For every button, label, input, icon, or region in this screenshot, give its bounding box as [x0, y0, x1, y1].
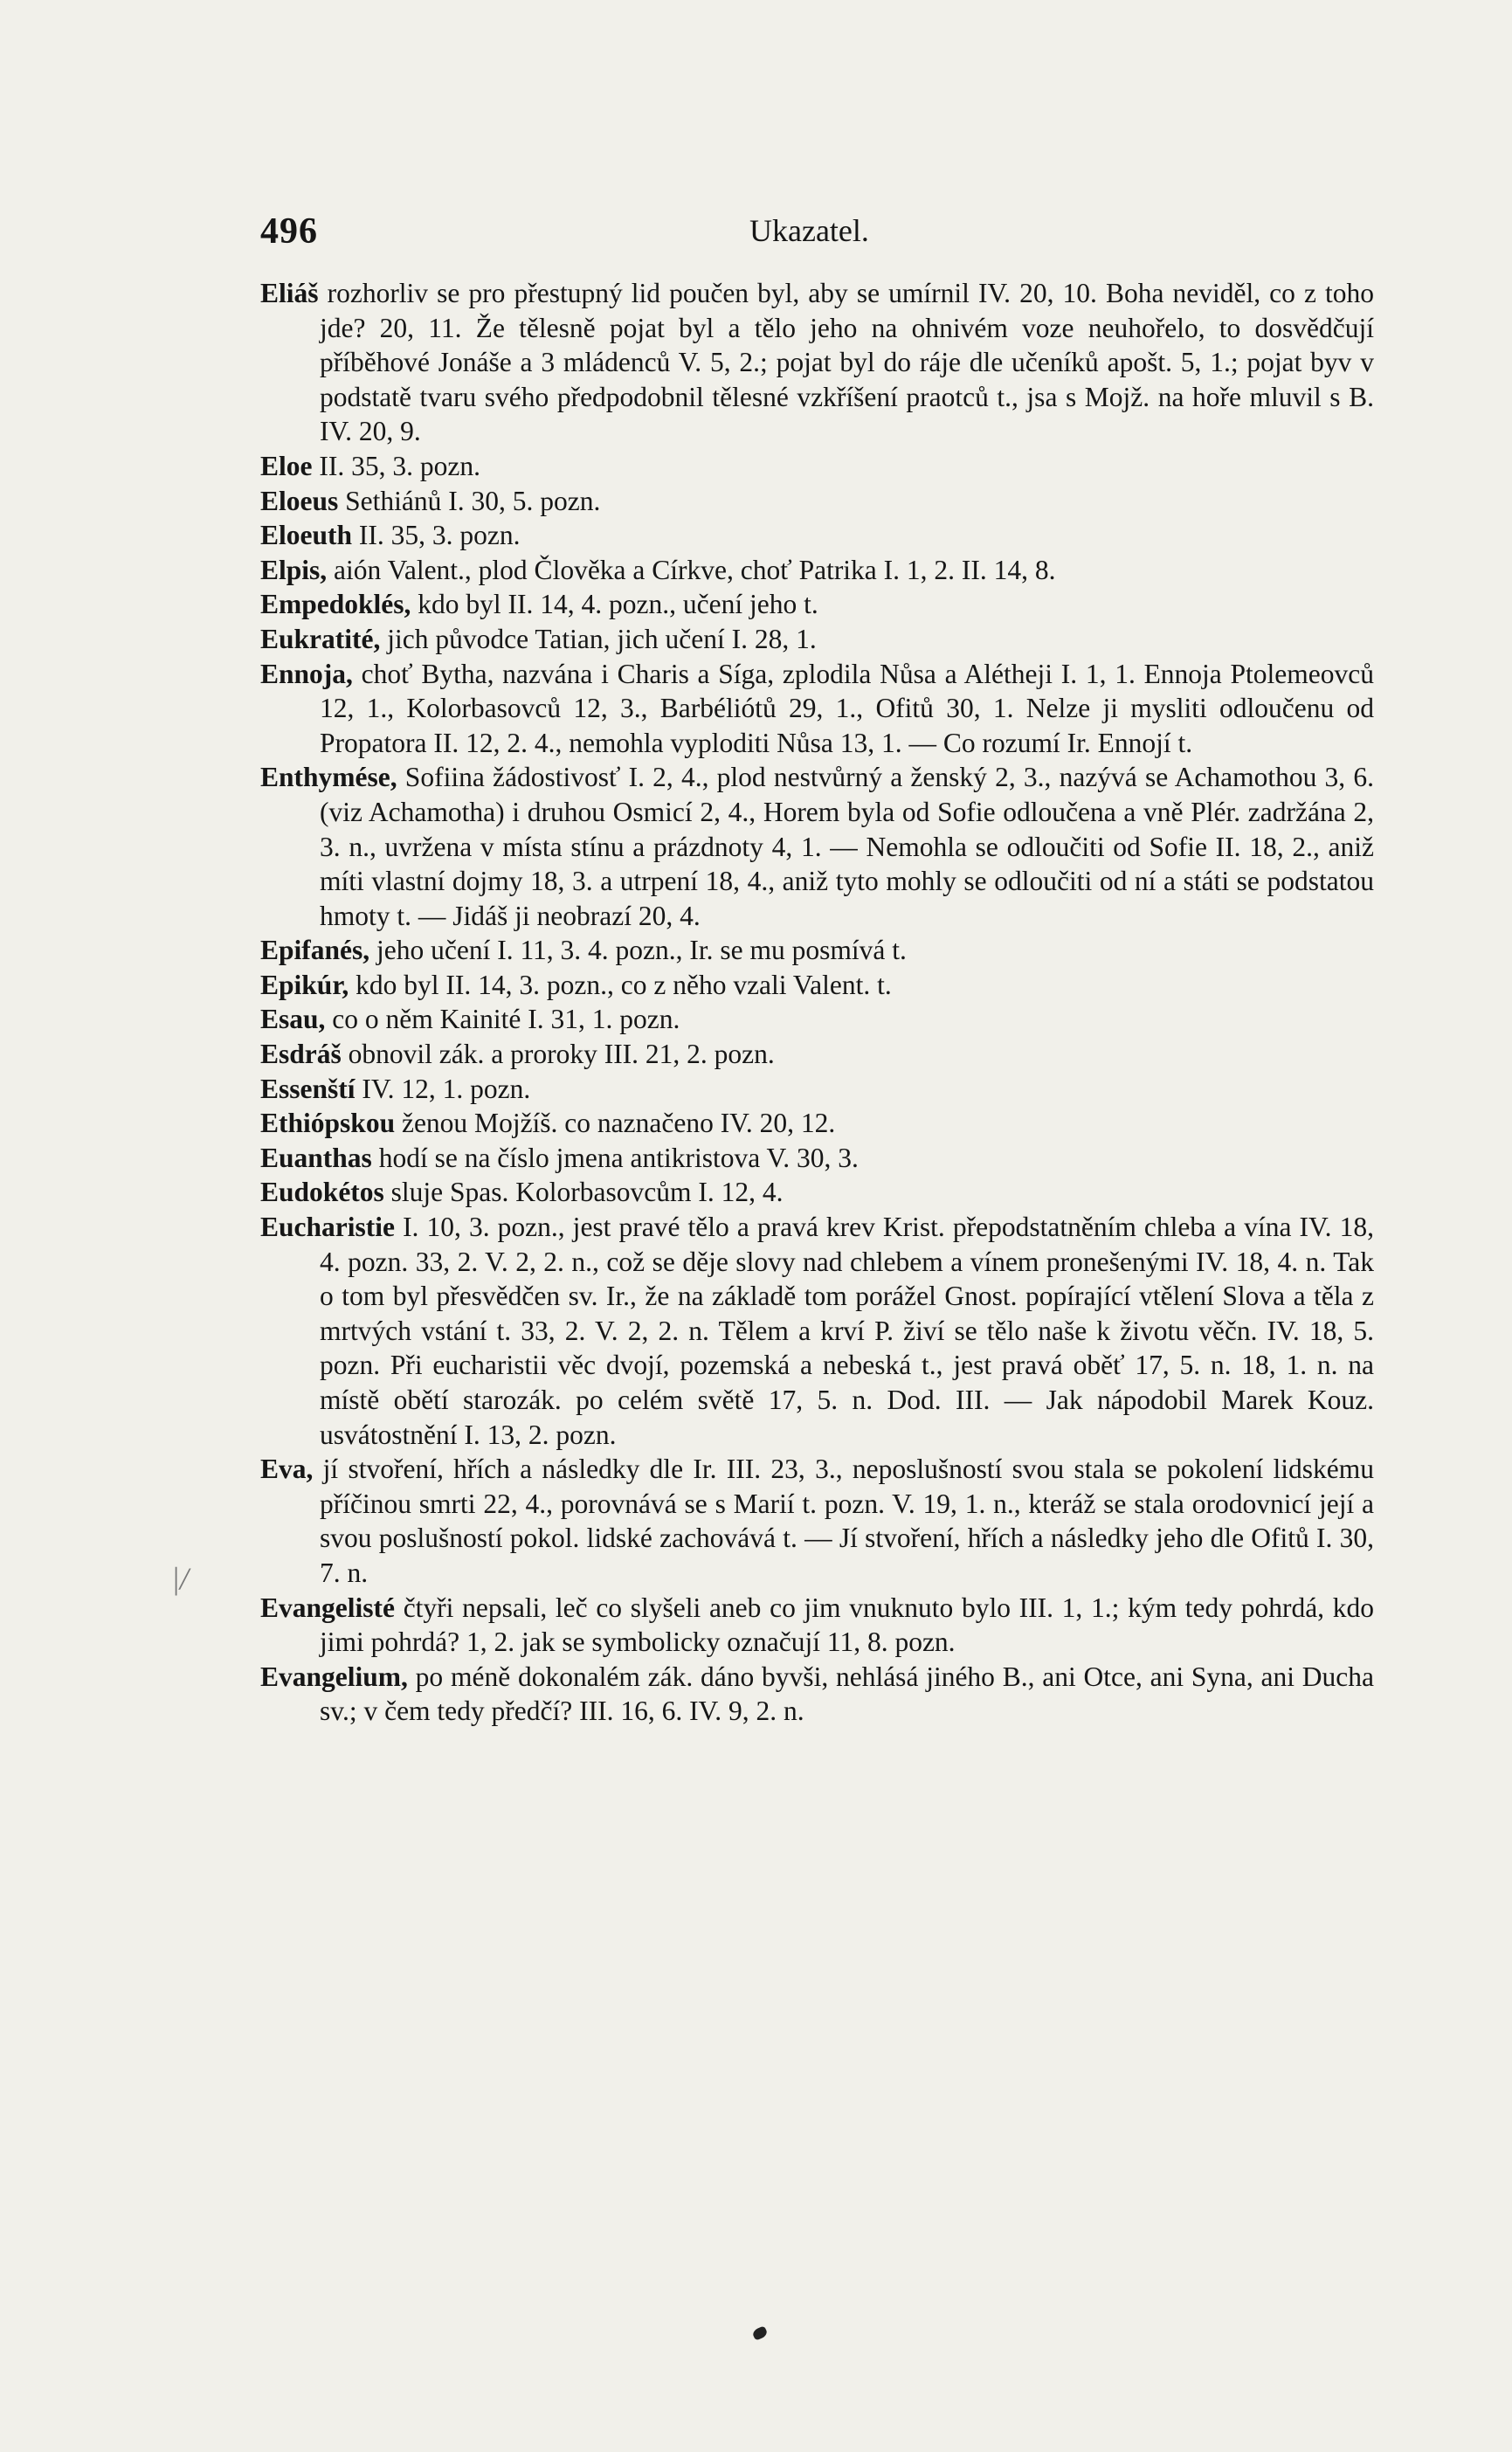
entry-text: hodí se na číslo jmena antikristova V. 30, 3.	[371, 1142, 859, 1173]
entry-text: Sethiánů I. 30, 5. pozn.	[338, 485, 601, 516]
entry-text: co o něm Kainité I. 31, 1. pozn.	[325, 1004, 680, 1035]
index-entry-ennoja	[260, 657, 1374, 761]
entry-headword: Eukratité,	[260, 623, 381, 654]
entry-text: kdo byl II. 14, 4. pozn., učení jeho t.	[411, 589, 818, 620]
entry-headword: Enthymése,	[260, 762, 397, 793]
entry-text: I. 10, 3. pozn., jest pravé tělo a pravá krev Krist. přepodstatněním chleba a vína IV. 18, 4. pozn. 33, 2. V. 2, 2. n., což se děje slovy nad chlebem a vínem pronešenými IV. 18, 4. n. Tak o tom byl přesvědčen sv. Ir., že na základě tom porážel Gnost. popírající vtělení Slova a těla z mrtvých vstání t. 33, 2. V. 2, 2. n. Tělem a krví P. živí se tělo naše k životu věčn. IV. 18, 5. pozn. Při eucharistii věc dvojí, pozemská a nebeská t., jest pravá oběť 17, 5. n. 18, 1. n. na místě obětí starozák. po celém světě 17, 5. n. Dod. III. — Jak nápodobil Marek Kouz. usvátostnění I. 13, 2. pozn.	[320, 1212, 1374, 1450]
margin-pencil-mark: |/	[171, 1561, 189, 1596]
entry-headword: Ethiópskou	[260, 1108, 396, 1139]
entry-headword: Epifanés,	[260, 935, 370, 966]
index-entry-eudoketos	[260, 1175, 1374, 1210]
index-entry-eva	[260, 1452, 1374, 1590]
entry-text: choť Bytha, nazvána i Charis a Síga, zplodila Nůsa a Alétheji I. 1, 1. Ennoja Ptolemeovců 12, 1., Kolorbasovců 12, 3., Barbéliótů 29, 1., Ofitů 30, 1. Nelze ji mysliti odloučenu od Propatora II. 12, 2. 4., nemohla vyploditi Nůsa 13, 1. — Co rozumí Ir. Ennojí t.	[320, 658, 1374, 758]
entry-headword: Elpis,	[260, 554, 328, 585]
entry-text: jí stvoření, hřích a následky dle Ir. III. 23, 3., neposlušností svou stala se pokolení lidskému příčinou smrti 22, 4., porovnává se s Marií t. pozn. V. 19, 1. n., kteráž se stala orodovnicí její a svou poslušností pokol. lidské zachovává t. — Jí stvoření, hřích a následky jeho dle Ofitů I. 30, 7. n.	[313, 1454, 1374, 1588]
index-entry-elpis	[260, 553, 1374, 588]
entry-headword: Eloe	[260, 450, 313, 481]
entry-headword: Epikúr,	[260, 969, 349, 1000]
entry-headword: Empedoklés,	[260, 589, 411, 620]
entry-headword: Esau,	[260, 1004, 326, 1035]
entry-text: Sofiina žádostivosť I. 2, 4., plod nestvůrný a ženský 2, 3., nazývá se Achamothou 3, 6. (viz Achamotha) i druhou Osmicí 2, 4., Horem byla od Sofie odloučena a vně Plér. zadržána 2, 3. n., uvržena v místa stínu a prázdnoty 4, 1. — Nemohla se odloučiti od Sofie II. 18, 2., aniž míti vlastní dojmy 18, 3. a utrpení 18, 4., aniž tyto mohly se odloučiti od ní a státi se podstatou hmoty t. — Jidáš ji neobrazí 20, 4.	[320, 762, 1374, 931]
page-number: 496	[260, 211, 318, 252]
index-entry-eloeuth	[260, 518, 1374, 553]
index-entry-esau	[260, 1002, 1374, 1037]
index-entry-epikur	[260, 968, 1374, 1003]
index-entry-elias	[260, 276, 1374, 449]
entry-text: kdo byl II. 14, 3. pozn., co z něho vzali Valent. t.	[349, 969, 892, 1000]
index-entry-essensti	[260, 1072, 1374, 1107]
entry-text: II. 35, 3. pozn.	[352, 520, 521, 551]
index-entry-ethiopskou	[260, 1106, 1374, 1141]
index-entry-enthymese	[260, 760, 1374, 933]
entry-text: aión Valent., plod Člověka a Církve, choť Patrika I. 1, 2. II. 14, 8.	[327, 554, 1056, 585]
entry-text: rozhorliv se pro přestupný lid poučen byl, aby se umírnil IV. 20, 10. Boha neviděl, co z toho jde? 20, 11. Že tělesně pojat byl a tělo jeho na ohnivém voze neuhořelo, to dosvědčují příběhové Jonáše a 3 mládenců V. 5, 2.; pojat byl do ráje dle učeníků apošt. 5, 1.; pojat byv v podstatě tvaru svého předpodobnil tělesné vzkříšení praotců t., jsa s Mojž. na hoře mluvil s B. IV. 20, 9.	[318, 278, 1374, 447]
ink-speck	[751, 2325, 769, 2341]
entry-text: sluje Spas. Kolorbasovcům I. 12, 4.	[383, 1177, 784, 1208]
entry-headword: Eliáš	[260, 278, 319, 308]
index-entries	[260, 276, 1374, 1729]
entry-text: po méně dokonalém zák. dáno byvši, nehlásá jiného B., ani Otce, ani Syna, ani Ducha sv.; v čem tedy předčí? III. 16, 6. IV. 9, 2. n.	[320, 1661, 1374, 1727]
entry-text: obnovil zák. a proroky III. 21, 2. pozn.	[341, 1039, 775, 1070]
index-entry-eloe	[260, 449, 1374, 484]
index-entry-evangelium	[260, 1660, 1374, 1729]
entry-text: IV. 12, 1. pozn.	[355, 1073, 531, 1104]
entry-headword: Eloeus	[260, 485, 339, 516]
index-entry-esdras	[260, 1037, 1374, 1072]
entry-text: čtyři nepsali, leč co slyšeli aneb co jim vnuknuto bylo III. 1, 1.; kým tedy pohrdá, kdo jimi pohrdá? 1, 2. jak se symbolicky označují 11, 8. pozn.	[320, 1592, 1374, 1658]
index-entry-euanthas	[260, 1141, 1374, 1176]
entry-headword: Esdráš	[260, 1039, 342, 1070]
entry-text: II. 35, 3. pozn.	[312, 450, 480, 481]
entry-headword: Evangelium,	[260, 1661, 408, 1692]
entry-headword: Eudokétos	[260, 1177, 384, 1208]
entry-headword: Ennoja,	[260, 658, 353, 689]
index-entry-eucharistie	[260, 1210, 1374, 1452]
entry-text: jich původce Tatian, jich učení I. 28, 1.	[380, 623, 817, 654]
entry-text: jeho učení I. 11, 3. 4. pozn., Ir. se mu posmívá t.	[369, 935, 907, 966]
running-title: Ukazatel.	[749, 213, 869, 248]
index-entry-eukratite	[260, 622, 1374, 657]
index-entry-eloeus	[260, 484, 1374, 519]
entry-headword: Evangelisté	[260, 1592, 395, 1623]
index-entry-epifanes	[260, 933, 1374, 968]
entry-headword: Eloeuth	[260, 520, 353, 551]
index-entry-evangeliste	[260, 1591, 1374, 1660]
entry-headword: Euanthas	[260, 1142, 372, 1173]
entry-headword: Essenští	[260, 1073, 356, 1104]
entry-text: ženou Mojžíš. co naznačeno IV. 20, 12.	[395, 1108, 836, 1139]
index-entry-empedokles	[260, 587, 1374, 622]
entry-headword: Eucharistie	[260, 1212, 395, 1243]
entry-headword: Eva,	[260, 1454, 314, 1485]
